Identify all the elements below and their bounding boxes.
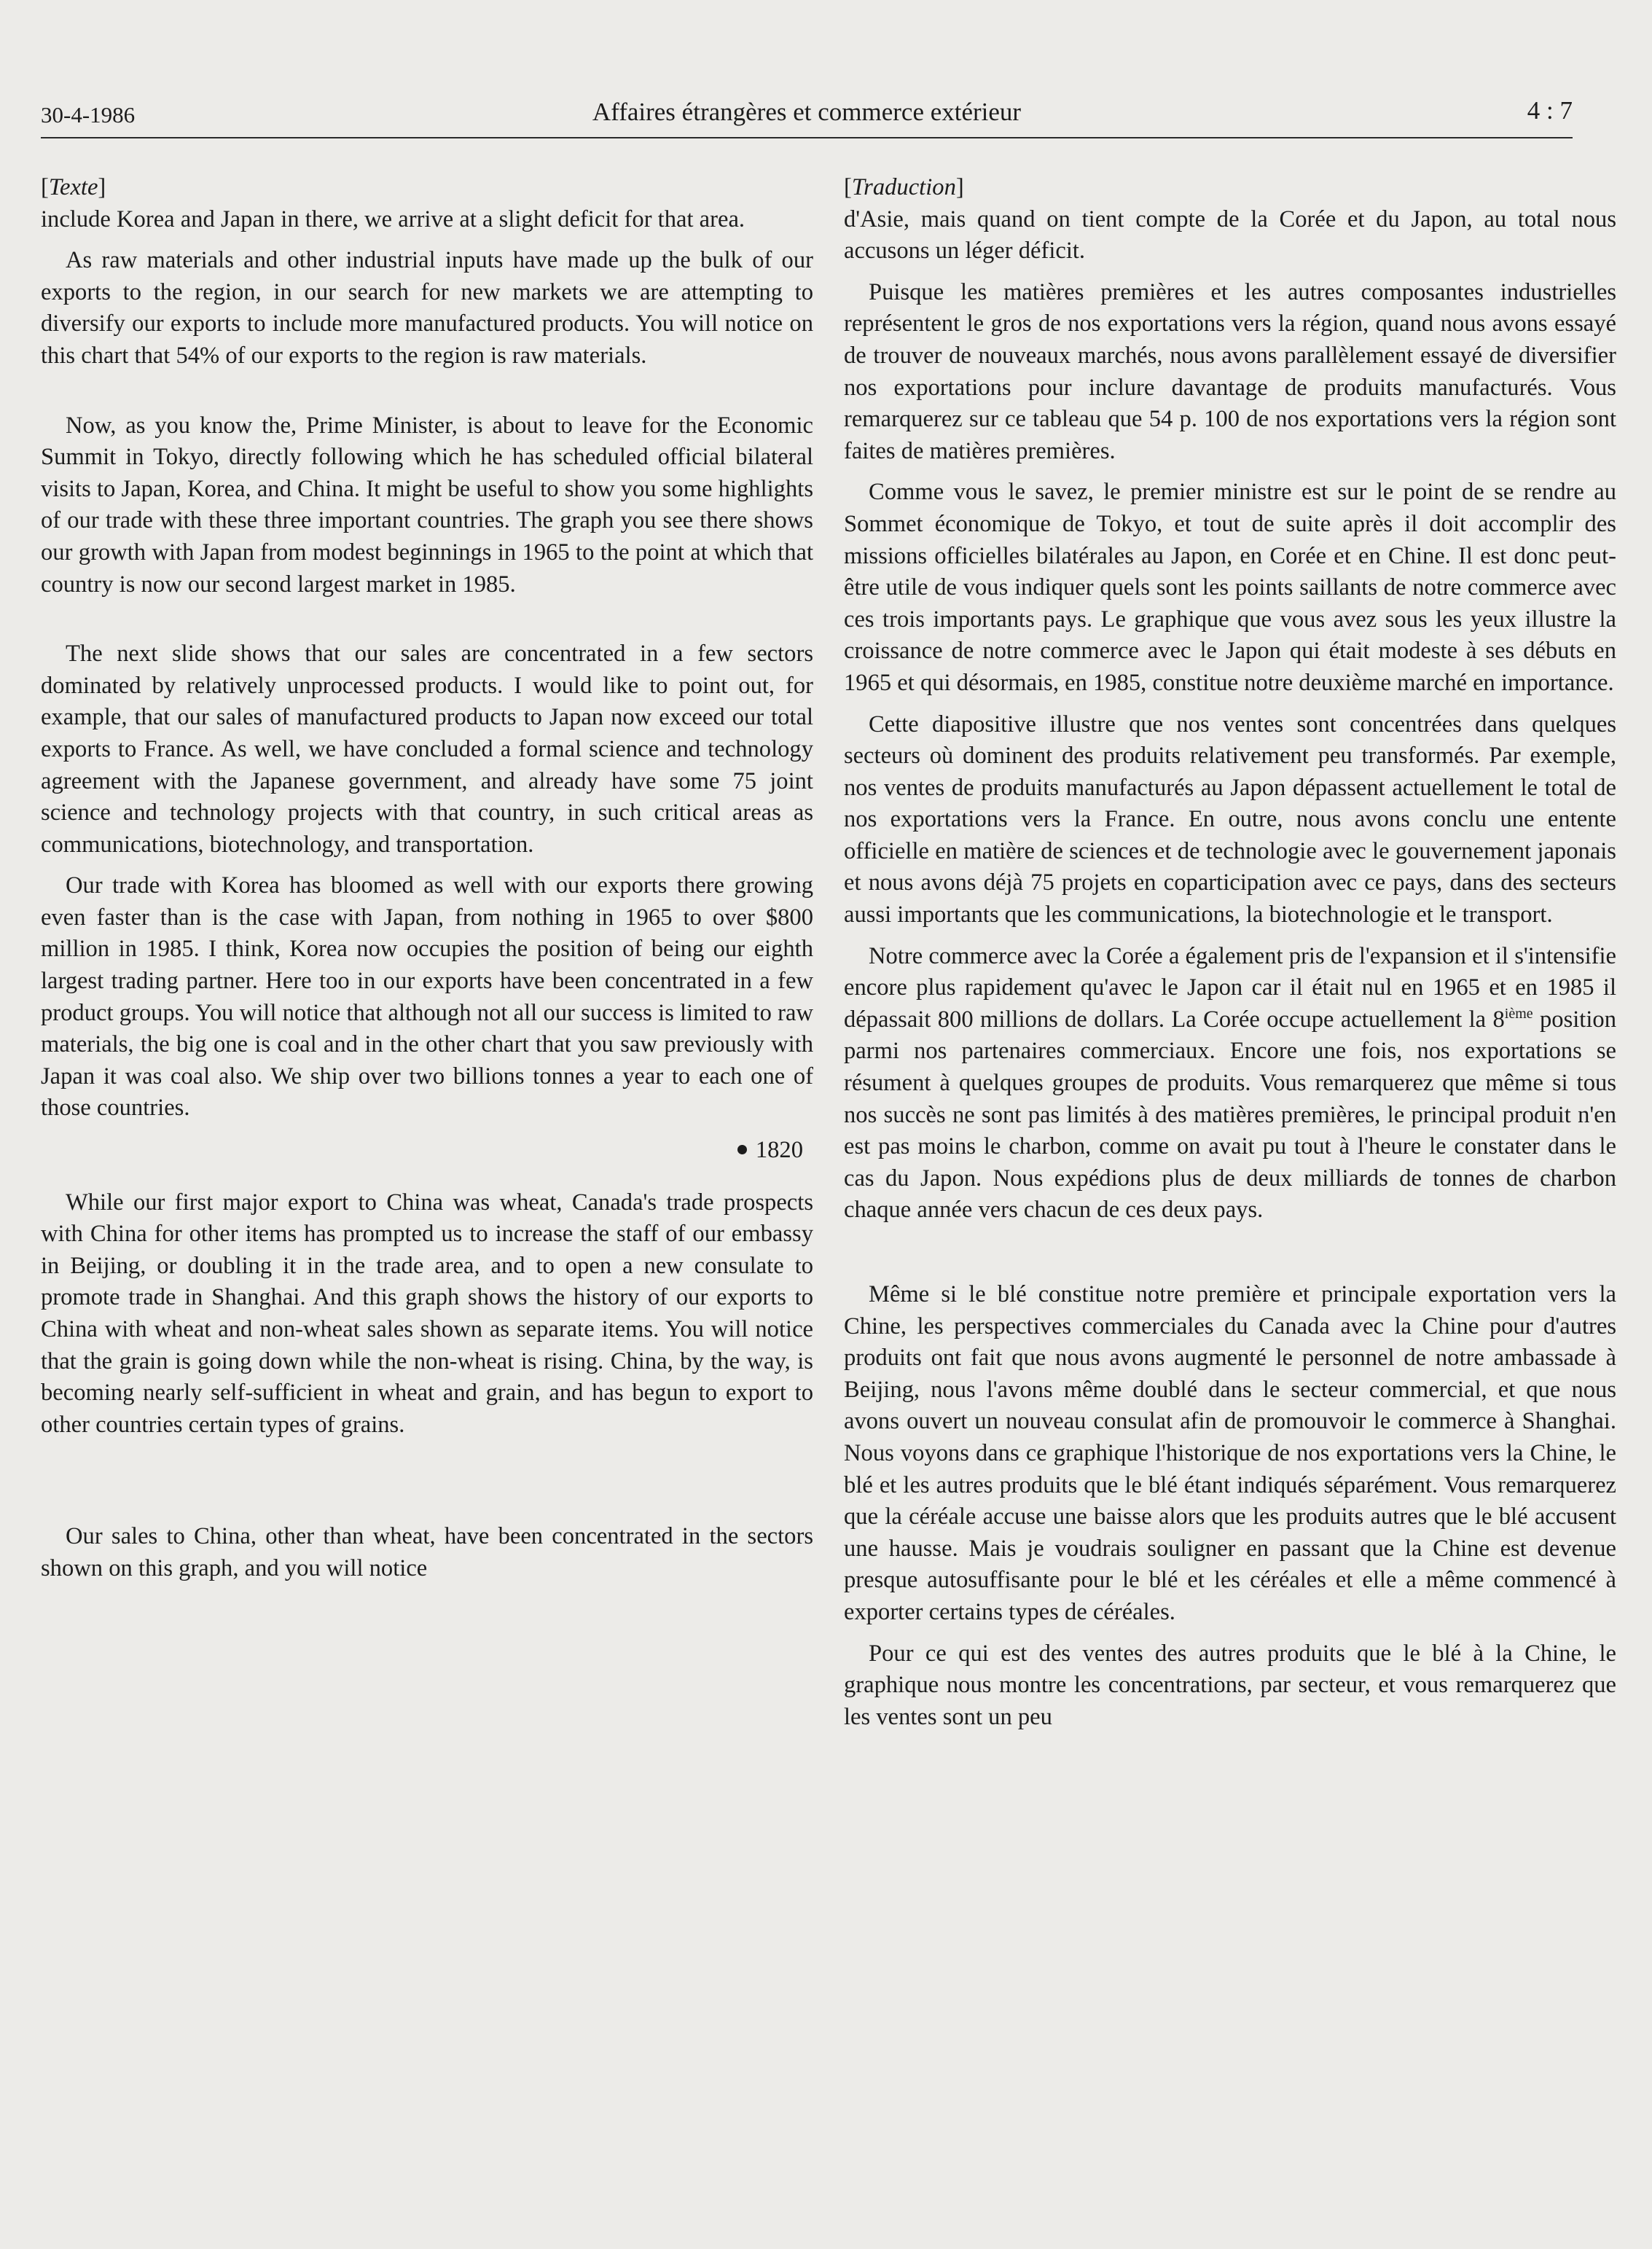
en-paragraph-3: Now, as you know the, Prime Minister, is about to leave for the Economic Summit in Tokyo, directly following which he has scheduled official bilateral visits to Japan, Korea, and China. It might be useful to show you some highlights of our trade with these three important countries. The graph you see there shows our growth with Japan from modest beginnings in 1965 to the point at which that country is now our second largest market in 1985. xyxy=(41,412,813,598)
page-number: 4 : 7 xyxy=(1527,96,1573,125)
text-label-word: Texte xyxy=(48,174,98,200)
fr-paragraph-5-end: position parmi nos partenaires commerciaux. Encore une fois, nos exportations se résument à quelques groupes de produits. Vous remarquerez que même si tous nos succès ne sont pas limités à des matières premières, le principal produit n'en est pas moins le charbon, comme on avait pu tout à l'heure le constater dans le cas du Japon. Nous expédions plus de deux milliards de tonnes de charbon chaque année vers chacun de ces deux pays. xyxy=(844,1006,1616,1224)
fr-paragraph-4: Cette diapositive illustre que nos ventes sont concentrées dans quelques secteurs où dominent des produits relativement peu transformés. Par exemple, nos ventes de produits manufacturés au Japon dépassent actuellement le total de nos exportations vers la France. En outre, nous avons conclu une entente officielle en matière de sciences et de technologie avec le gouvernement japonais et nous avons déjà 75 projets en coparticipation avec ce pays, dans des secteurs aussi importants que les communications, la biotechnologie et le transport. xyxy=(844,711,1616,928)
spacer xyxy=(41,372,813,410)
en-paragraph-4: The next slide shows that our sales are concentrated in a few sectors dominated by relatively unprocessed products. I would like to point out, for example, that our sales of manufactured products to Japan now exceed our total exports to France. As well, we have concluded a formal science and technology agreement with the Japanese government, and already have some 75 joint science and technology projects with that country, in such critical areas as communications, biotechnology, and transportation. xyxy=(41,641,813,858)
en-paragraph-7: Our sales to China, other than wheat, have been concentrated in the sectors shown on this graph, and you will notice xyxy=(41,1523,813,1581)
fr-paragraph-5 xyxy=(844,941,1616,1227)
time-marker-text: 1820 xyxy=(755,1137,803,1164)
ordinal-suffix: ième xyxy=(1504,1005,1533,1022)
fr-paragraph-3: Comme vous le savez, le premier ministre est sur le point de se rendre au Sommet économique de Tokyo, et tout de suite après il doit accomplir des missions officielles bilatérales au Japon, en Corée et en Chine. Il est donc peut-être utile de vous indiquer quels sont les points saillants de notre commerce avec ces trois importants pays. Le graphique que vous avez sous les yeux illustre la croissance de notre commerce avec le Japon qui était modeste à ses débuts en 1965 et qui désormais, en 1985, constitue notre deuxième marché en importance. xyxy=(844,479,1616,696)
text-label: [Texte] xyxy=(41,174,106,200)
fr-paragraph-5-start: Notre commerce avec la Corée a également pris de l'expansion et il s'intensifie encore plus rapidement qu'avec le Japon car il était nul en 1965 et en 1985 il dépassait 800 millions de dollars. La Corée occupe actuellement la 8 xyxy=(844,942,1616,1033)
english-column xyxy=(41,172,813,1585)
header-date: 30-4-1986 xyxy=(41,102,136,128)
translation-label-word: Traduction xyxy=(851,174,956,200)
fr-paragraph-2: Puisque les matières premières et les autres composantes industrielles représentent le gros de nos exportations vers la région, quand nous avons essayé de trouver de nouveaux marchés, nous avons parallèlement essayé de diversifier nos exportations pour inclure davantage de produits manufacturés. Vous remarquerez sur ce tableau que 54 p. 100 de nos exportations vers la région sont faites de matières premières. xyxy=(844,278,1616,464)
spacer xyxy=(41,601,813,638)
en-paragraph-5: Our trade with Korea has bloomed as well with our exports there growing even faster than is the case with Japan, from nothing in 1965 to over $800 million in 1985. I think, Korea now occupies the position of being our eighth largest trading partner. Here too in our exports have been concentrated in a few product groups. You will notice that although not all our success is limited to raw materials, the big one is coal and in the other chart that you saw previously with Japan it was coal also. We ship over two billions tonnes a year to each one of those countries. xyxy=(41,872,813,1122)
spacer xyxy=(41,1441,813,1521)
bullet-icon xyxy=(737,1145,747,1154)
translation-label: [Traduction] xyxy=(844,174,964,200)
page-header xyxy=(41,92,1573,138)
spacer xyxy=(844,1227,1616,1279)
en-paragraph-1: include Korea and Japan in there, we arrive at a slight deficit for that area. xyxy=(41,206,745,232)
en-paragraph-2: As raw materials and other industrial inputs have made up the bulk of our exports to the region, in our search for new markets we are attempting to diversify our exports to include more manufactured products. You will notice on this chart that 54% of our exports to the region is raw materials. xyxy=(41,247,813,369)
fr-paragraph-1: d'Asie, mais quand on tient compte de la Corée et du Japon, au total nous accusons un léger déficit. xyxy=(844,206,1616,265)
running-title: Affaires étrangères et commerce extérieur xyxy=(592,98,1022,126)
time-marker xyxy=(41,1135,813,1167)
fr-paragraph-6: Même si le blé constitue notre première et principale exportation vers la Chine, les perspectives commerciales du Canada avec la Chine pour d'autres produits ont fait que nous avons augmenté le personnel de notre ambassade à Beijing, nous l'avons même doublé dans le secteur commercial, et que nous avons ouvert un nouveau consulat afin de promouvoir le commerce à Shanghai. Nous voyons dans ce graphique l'historique de nos exportations vers la Chine, le blé et les autres produits que le blé étant indiqués séparément. Vous remarquerez que la céréale accuse une baisse alors que les produits autres que le blé accusent une hausse. Mais je voudrais souligner en passant que la Chine est devenue presque autosuffisante pour le blé et les céréales et elle a même commencé à exporter certains types de céréales. xyxy=(844,1281,1616,1625)
en-paragraph-6: While our first major export to China was wheat, Canada's trade prospects with China for other items has prompted us to increase the staff of our embassy in Beijing, or doubling it in the trade area, and to open a new consulate to promote trade in Shanghai. And this graph shows the history of our exports to China with wheat and non-wheat sales shown as separate items. You will notice that the grain is going down while the non-wheat is rising. China, by the way, is becoming nearly self-sufficient in wheat and grain, and has begun to export to other countries certain types of grains. xyxy=(41,1189,813,1438)
french-column xyxy=(844,172,1616,1733)
fr-paragraph-7: Pour ce qui est des ventes des autres produits que le blé à la Chine, le graphique nous montre les concentrations, par secteur, et vous remarquerez que les ventes sont un peu xyxy=(844,1640,1616,1730)
